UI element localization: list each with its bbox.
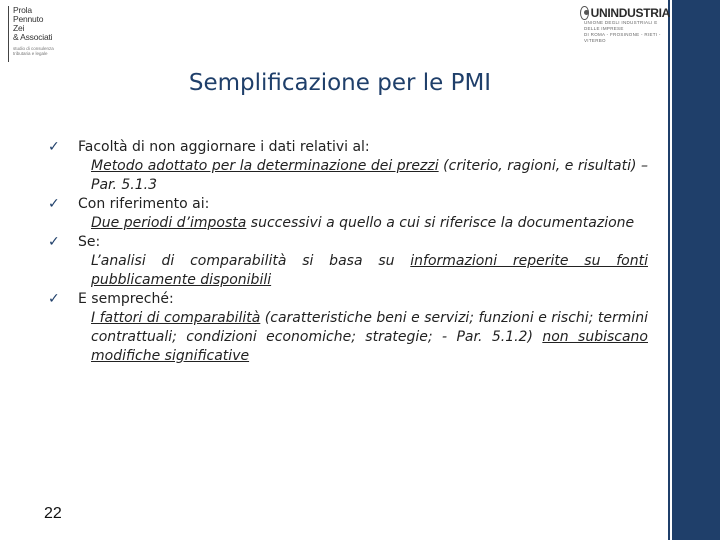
- prola-pennuto-logo: [8, 6, 83, 62]
- detail-underlined: informazioni reperite su fonti pubblicamente disponibili: [91, 253, 648, 288]
- detail-text: successivi a quello a cui si riferisce la documentazione: [246, 215, 635, 231]
- checkmark-icon: ✓: [48, 234, 60, 250]
- checkmark-icon: ✓: [48, 139, 60, 155]
- checkmark-icon: ✓: [48, 196, 60, 212]
- bullet-detail: [91, 157, 648, 195]
- unindustria-emblem-icon: [580, 6, 589, 20]
- bullet-detail: [91, 309, 648, 366]
- detail-underlined: Due periodi d’imposta: [91, 215, 247, 231]
- bullet-label: Con riferimento ai:: [78, 196, 210, 212]
- bullet-detail: [91, 252, 648, 290]
- detail-text: (criterio, ragioni, e risultati) – Par. 5.1.3: [91, 158, 648, 193]
- logo-right-brand: UNINDUSTRIA: [590, 6, 670, 20]
- logo-left-line: Pennuto: [13, 14, 44, 24]
- bullet-item: [48, 290, 648, 309]
- logo-left-subtitle: studio di consulenza: [13, 46, 54, 51]
- logo-left-line: Zei: [13, 23, 25, 33]
- bullet-item: [48, 195, 648, 214]
- detail-underlined: Metodo adottato per la determinazione dei prezzi: [91, 158, 439, 174]
- logo-left-subtitle: tributaria e legale: [13, 51, 48, 56]
- slide-title: Semplificazione per le PMI: [188, 70, 492, 96]
- bullet-item: [48, 138, 648, 157]
- unindustria-logo: [580, 6, 670, 43]
- bullet-label: E sempreché:: [78, 291, 174, 307]
- bullet-detail: [91, 214, 648, 233]
- detail-text: L’analisi di comparabilità si basa su: [91, 253, 411, 269]
- detail-underlined: I fattori di comparabilità: [91, 310, 261, 326]
- page-number: 22: [44, 505, 62, 522]
- logo-left-line: Prola: [13, 5, 32, 15]
- logo-right-subtitle: DI ROMA - FROSINONE - RIETI - VITERBO: [584, 32, 661, 43]
- detail-text: (caratteristiche beni e servizi; funzioni e rischi; termini contrattuali; condizioni economiche; strategie; - Par. 5.1.2): [91, 310, 648, 345]
- detail-underlined: non subiscano modifiche significative: [91, 329, 648, 364]
- bullet-label: Facoltà di non aggiornare i dati relativi al:: [78, 139, 370, 155]
- logo-left-line: & Associati: [13, 32, 53, 42]
- bullet-label: Se:: [78, 234, 101, 250]
- logo-right-subtitle: UNIONE DEGLI INDUSTRIALI E DELLE IMPRESE: [584, 20, 658, 31]
- slide-content: [48, 138, 648, 366]
- bullet-item: [48, 233, 648, 252]
- checkmark-icon: ✓: [48, 291, 60, 307]
